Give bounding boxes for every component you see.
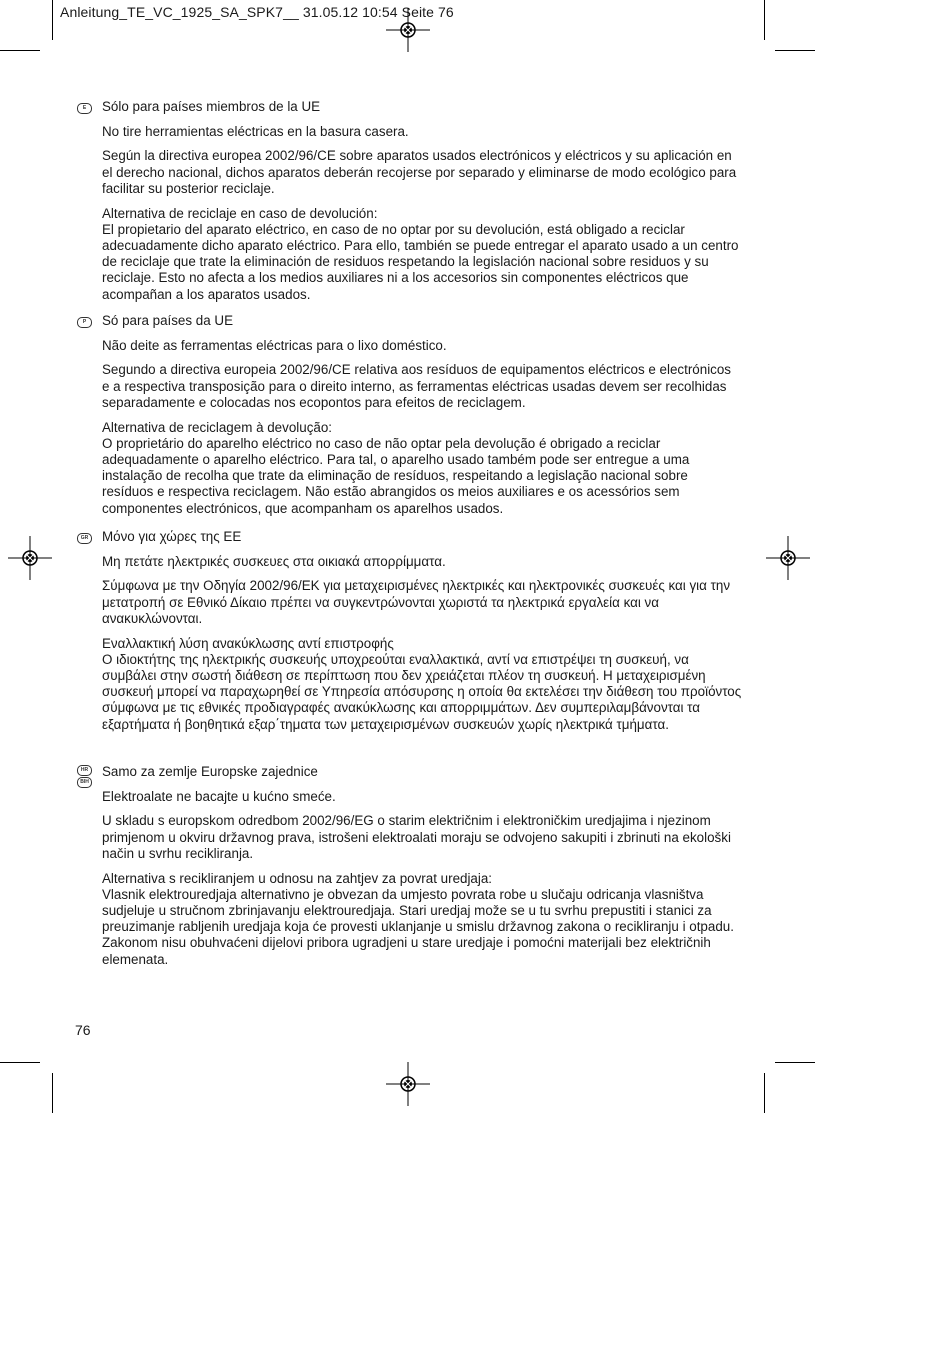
section-paragraph: Segundo a directiva europeia 2002/96/CE relativa aos resíduos de equipamentos eléctricos e electrónicos e a respectiva transposição para o direito interno, as ferramentas eléctricas usadas devem ser recolhidas separadamente e colocadas nos ecopontos para efeitos de reciclagem. — [102, 362, 732, 410]
crop-mark-top-right-vertical — [764, 0, 765, 40]
section-title: Só para países da UE — [102, 313, 234, 328]
alternative-body: O proprietário do aparelho eléctrico no caso de não optar pela devolução é obrigado a reciclar adequadamente o aparelho eléctrico. Para tal, o aparelho usado também pode ser entregue a uma instalação de recolha que trate da eliminação de resíduos, respeitando a legislação nacional sobre resíduos e respectiva reciclagem. Não estão abrangidos os meios auxiliares e os acessórios sem componentes electrónicos, que acompanham os aparelhos usados. — [102, 435, 690, 516]
language-badge-icon: HR — [77, 765, 92, 776]
alternative-heading: Alternativa de reciclagem à devolução: — [102, 419, 333, 435]
alternative-body: Vlasnik elektrouredjaja alternativno je obvezan da umjesto povrata robe u slučaju odricanja vlasništva sudjeluje u stručnom zbrinjavanju elektrouredjaja. Stari uredjaj može se u tu svrhu prepustiti i stanici za preuzimanje rabljenih uredjaja koja će provesti uklanjanje u smislu državnog zakona o recikliranju i otpadu. Zakonom nisu obuhvaćeni dijelovi pribora ugradjeni u stare uredjaje i pomoćni materijali bez električnih elemenata. — [102, 886, 734, 967]
print-slug-header: Anleitung_TE_VC_1925_SA_SPK7__ 31.05.12 10:54 Seite 76 — [60, 4, 454, 20]
registration-mark-icon — [386, 1062, 430, 1106]
section-paragraph: U skladu s europskom odredbom 2002/96/EG o starim električnim i elektroničkim uredjajima i njezinom primjenom u okviru državnog prava, istrošeni elektroalati moraju se odvojeno sakupiti i zbrinuti na ekološki način u svrhu recikliranja. — [102, 813, 731, 861]
section-title: Sólo para países miembros de la UE — [102, 99, 321, 114]
language-badge-icon: BIH — [77, 777, 92, 788]
crop-mark-bottom-left-vertical — [52, 1073, 53, 1113]
crop-mark-bottom-right-horizontal — [775, 1062, 815, 1063]
alternative-heading: Alternativa s recikliranjem u odnosu na zahtjev za povrat uredjaja: — [102, 870, 493, 886]
section-paragraph — [102, 636, 742, 733]
section-greek — [80, 529, 742, 741]
section-title: Μόνο για χώρες της ΕΕ — [102, 529, 242, 544]
section-title: Samo za zemlje Europske zajednice — [102, 764, 318, 779]
crop-mark-top-left-vertical — [52, 0, 53, 40]
registration-mark-icon — [766, 536, 810, 580]
section-paragraph — [102, 206, 742, 303]
registration-mark-icon — [8, 536, 52, 580]
section-croatian — [80, 764, 742, 976]
section-portuguese — [82, 313, 742, 525]
crop-mark-top-right-horizontal — [775, 50, 815, 51]
page-number: 76 — [75, 1022, 91, 1038]
crop-mark-top-left-horizontal — [0, 50, 40, 51]
section-spanish — [82, 99, 742, 311]
section-paragraph: Μη πετάτε ηλεκτρικές συσκευες στα οικιακά απορρίμματα. — [102, 553, 446, 569]
alternative-heading: Εναλλακτική λύση ανακύκλωσης αντί επιστροφής — [102, 635, 394, 651]
section-paragraph — [102, 420, 742, 517]
crop-mark-bottom-right-vertical — [764, 1073, 765, 1113]
alternative-body: El propietario del aparato eléctrico, en caso de no optar por su devolución, está obligado a reciclar adecuadamente dicho aparato eléctrico. Para ello, también se puede entregar el aparato usado a un centro de reciclaje que trate la eliminación de residuos respetando la legislación nacional sobre residuos y su reciclaje. Esto no afecta a los medios auxiliares ni a los accesorios sin componentes eléctricos que acompañan a los aparatos usados. — [102, 221, 739, 302]
section-paragraph: Elektroalate ne bacajte u kućno smeće. — [102, 788, 336, 804]
section-paragraph: Não deite as ferramentas eléctricas para o lixo doméstico. — [102, 337, 447, 353]
section-paragraph: Σύμφωνα με την Οδηγία 2002/96/ΕΚ για μεταχειρισμένες ηλεκτρικές και ηλεκτρονικές συσκευές και για την μετατροπή σε Εθνικό Δίκαιο πρέπει να συγκεντρώνονται χωριστά τα ηλεκτρικά εργαλεία και να ανακυκλώνονται. — [102, 578, 731, 626]
language-badge-icon: GR — [77, 533, 92, 544]
language-badge-icon: P — [77, 317, 92, 328]
alternative-heading: Alternativa de reciclaje en caso de devolución: — [102, 205, 378, 221]
language-badge-icon: E — [77, 103, 92, 114]
crop-mark-bottom-left-horizontal — [0, 1062, 40, 1063]
registration-mark-icon — [386, 8, 430, 52]
section-paragraph: Según la directiva europea 2002/96/CE sobre aparatos usados electrónicos y eléctricos y su aplicación en el derecho nacional, dichos aparatos deberán recojerse por separado y eliminarse de modo ecológico para facilitar su posterior reciclaje. — [102, 148, 737, 196]
alternative-body: Ο ιδιοκτήτης της ηλεκτρικής συσκευής υποχρεούται εναλλακτικά, αντί να επιστρέψει τη συσκευή, να συμβάλει στην σωστή διάθεση σε περίπτωση που δεν χρειάζεται πλέον τη συσκευή. Η μεταχειρισμένη συσκευή μπορεί να παραχωρηθεί σε Υπηρεσία απόσυρσης η οποία θα εκτελέσει την διάθεση του προϊόντος σύμφωνα με τις εθνικές προδιαγραφές ανακύκλωσης και απορριμμάτων. Δεν συμπεριλαμβάνονται τα εξαρτήματα ή βοηθητικά εξαρ΄τηματα των μεταχειρισμένων συσκευών χωρίς ηλεκτρικά τμήματα. — [102, 651, 742, 732]
section-paragraph — [102, 871, 742, 968]
section-paragraph: No tire herramientas eléctricas en la basura casera. — [102, 123, 409, 139]
